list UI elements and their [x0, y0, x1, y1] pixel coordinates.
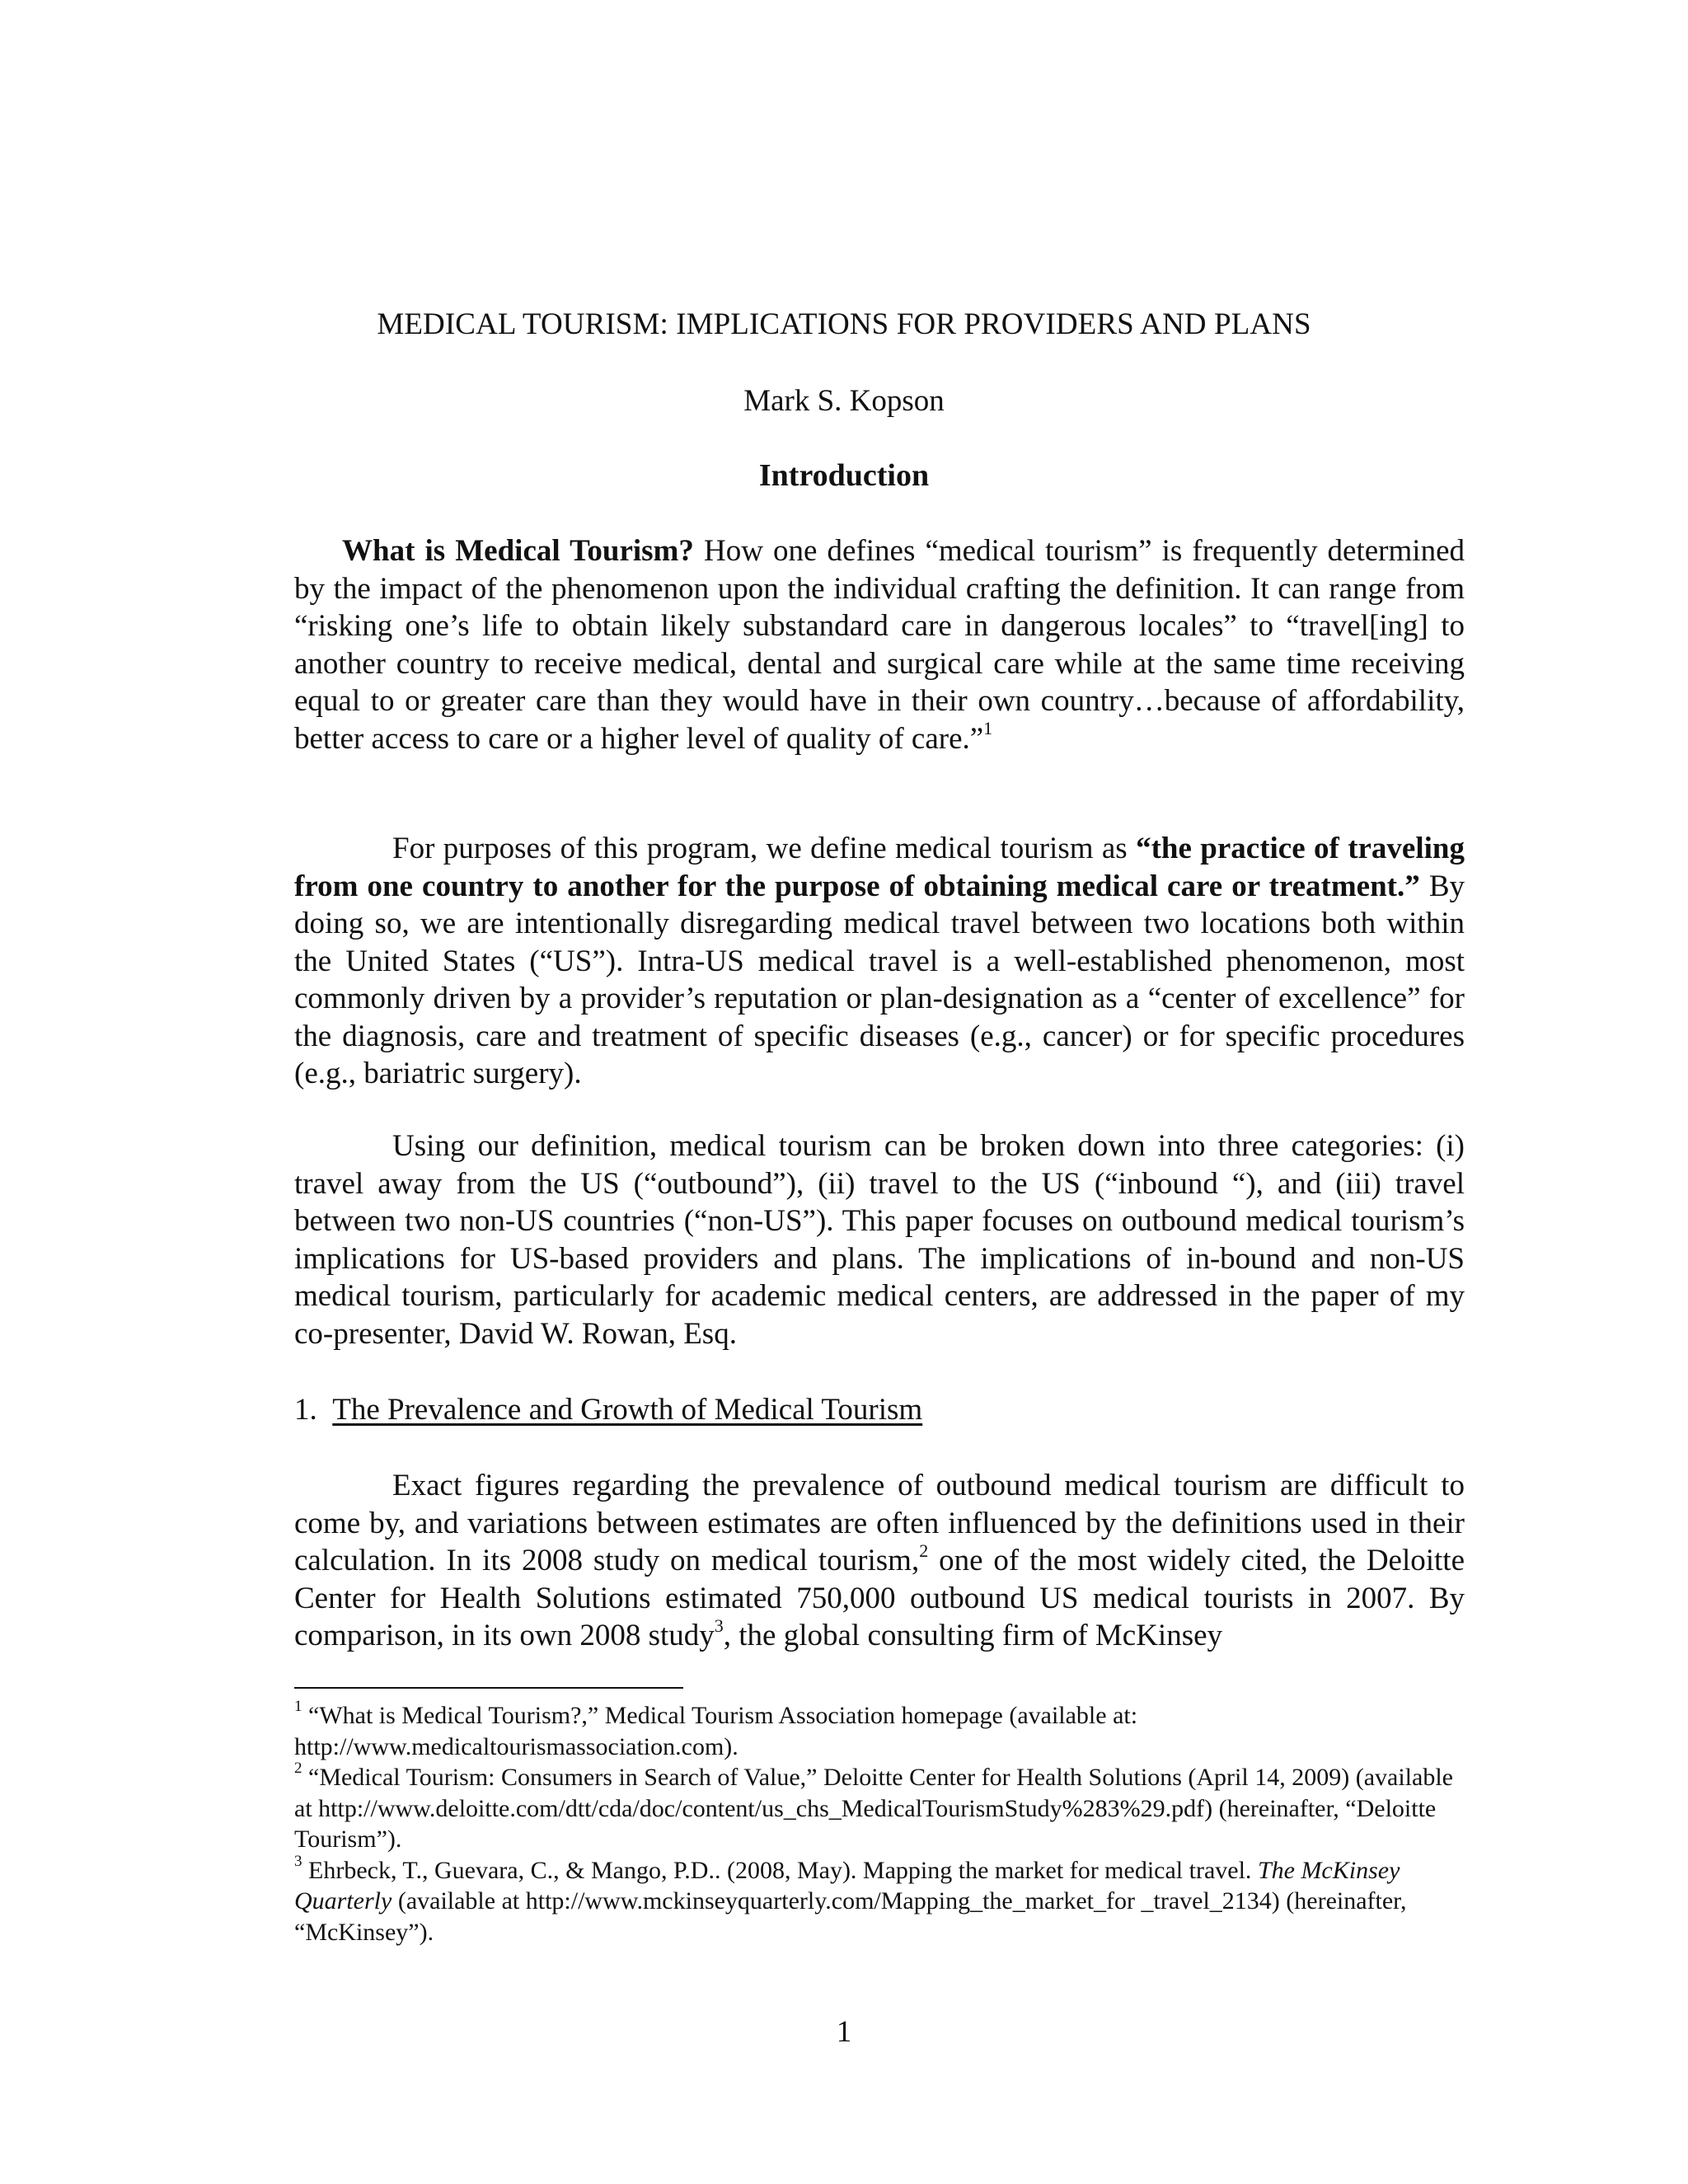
footnote-text: Ehrbeck, T., Guevara, C., & Mango, P.D.. (2008, May). Mapping the market for medical travel.: [302, 1856, 1258, 1884]
footnote-separator: [294, 1687, 683, 1689]
footnote-number: 2: [294, 1760, 302, 1777]
footnote-text: “What is Medical Tourism?,” Medical Tourism Association homepage (available at: http://www.medicaltourismassociation.com).: [294, 1702, 1138, 1760]
paragraph-text: For purposes of this program, we define medical tourism as: [392, 832, 1137, 865]
footnotes: [294, 1700, 1465, 1947]
definition-bold: “the practice of traveling from one country to another for the purpose of obtaining medical care or treatment.”: [294, 832, 1465, 903]
paragraph-definition: [294, 830, 1465, 1093]
paragraph-categories: Using our definition, medical tourism can be broken down into three categories: (i) travel away from the US (“outbound”), (ii) travel to the US (“inbound “), and (iii) travel between two non-US countries (“non-US”). This paper focuses on outbound medical tourism’s implications for US-based providers and plans. The implications of in-bound and non-US medical tourism, particularly for academic medical centers, are addressed in the paper of my co-presenter, David W. Rowan, Esq.: [294, 1129, 1465, 1351]
paragraph-what-is-medical-tourism: [294, 532, 1465, 757]
footnote-3: [294, 1852, 1465, 1948]
footnote-ref-3: 3: [714, 1615, 724, 1636]
paragraph-text: By doing so, we are intentionally disregarding medical travel between two locations both within the United States (“US”). Intra-US medical travel is a well-established phenomenon, most commonly driven by a provider’s reputation or plan-designation as a “center of excellence” for the diagnosis, care and treatment of specific diseases (e.g., cancer) or for specific procedures (e.g., bariatric surgery).: [294, 869, 1465, 1090]
footnote-2: [294, 1762, 1465, 1855]
paragraph-text: one of the most widely cited, the Deloitte Center for Health Solutions estimated 750,000 outbound US medical tourists in 2007. By comparison, in its own 2008 study: [294, 1544, 1465, 1652]
footnote-italic-title: The McKinsey Quarterly: [294, 1856, 1400, 1915]
footnote-text: “Medical Tourism: Consumers in Search of Value,” Deloitte Center for Health Solutions (April 14, 2009) (available at http://www.deloitte.com/dtt/cda/doc/content/us_chs_MedicalTourismStudy%283%29.pdf) (hereinafter, “Deloitte Tourism”).: [294, 1764, 1453, 1853]
author-name: Mark S. Kopson: [743, 384, 945, 418]
page-number: 1: [836, 2015, 852, 2049]
footnote-ref-1: 1: [983, 718, 993, 739]
paragraph-text: Exact figures regarding the prevalence of outbound medical tourism are difficult to come by, and variations between estimates are often influenced by the definitions used in their calculation. In its 2008 study on medical tourism,: [294, 1469, 1465, 1577]
footnote-text: (available at http://www.mckinseyquarterly.com/Mapping_the_market_for _travel_2134) (hereinafter, “McKinsey”).: [294, 1887, 1407, 1946]
paragraph-prevalence: [294, 1467, 1465, 1655]
section-heading: [294, 1391, 1465, 1429]
paragraph-lead-bold: What is Medical Tourism?: [342, 534, 694, 568]
footnote-number: 1: [294, 1698, 302, 1715]
footnote-ref-2: 2: [919, 1540, 929, 1561]
section-number: 1.: [294, 1393, 317, 1427]
document-title: MEDICAL TOURISM: IMPLICATIONS FOR PROVIDERS AND PLANS: [377, 307, 1311, 341]
footnote-number: 3: [294, 1852, 302, 1870]
footnote-1: [294, 1700, 1465, 1762]
paragraph-text: , the global consulting firm of McKinsey: [723, 1619, 1223, 1652]
introduction-heading: Introduction: [758, 458, 930, 493]
paragraph-text: How one defines “medical tourism” is frequently determined by the impact of the phenomenon upon the individual crafting the definition. It can range from “risking one’s life to obtain likely substandard care in dangerous locales” to “travel[ing] to another country to receive medical, dental and surgical care while at the same time receiving equal to or greater care than they would have in their own country…because of affordability, better access to care or a higher level of quality of care.”: [294, 534, 1465, 756]
section-title: The Prevalence and Growth of Medical Tourism: [332, 1393, 923, 1427]
